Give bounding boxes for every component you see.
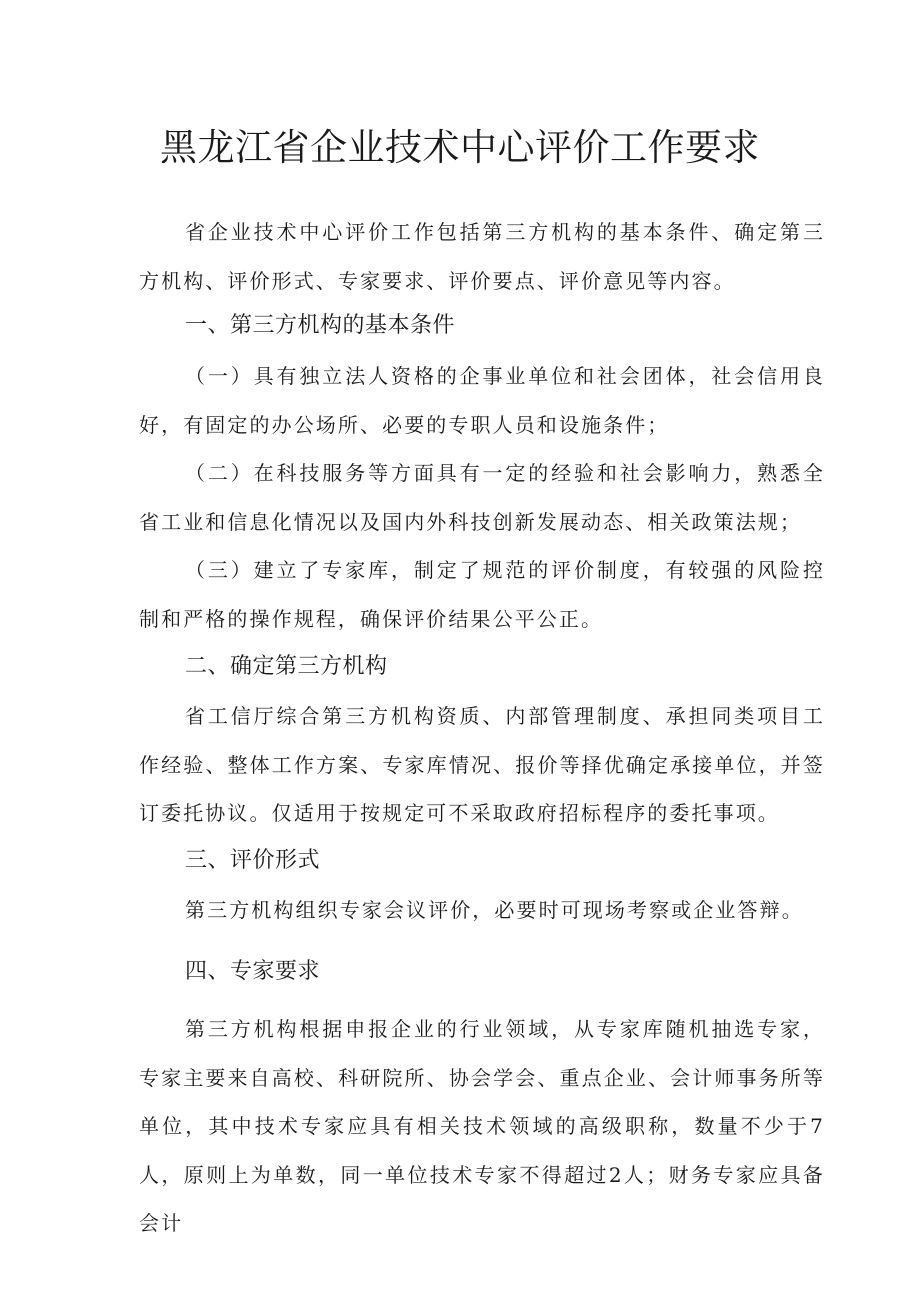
document-title: 黑龙江省企业技术中心评价工作要求 [160,126,760,169]
section-1-paragraph-1: （一）具有独立法人资格的企事业单位和社会团体，社会信用良好，有固定的办公场所、必要的专职人员和设施条件； [139,364,825,437]
section-heading-3: 三、评价形式 [185,848,321,873]
section-2-paragraph-1: 省工信厅综合第三方机构资质、内部管理制度、承担同类项目工作经验、整体工作方案、专家库情况、报价等择优确定承接单位，并签订委托协议。仅适用于按规定可不采取政府招标程序的委托事项。 [139,704,825,825]
section-3-paragraph-1: 第三方机构组织专家会议评价，必要时可现场考察或企业答辩。 [185,898,804,922]
intro-paragraph: 省企业技术中心评价工作包括第三方机构的基本条件、确定第三方机构、评价形式、专家要求、评价要点、评价意见等内容。 [139,220,825,293]
section-4-paragraph-1: 第三方机构根据申报企业的行业领域，从专家库随机抽选专家，专家主要来自高校、科研院所、协会学会、重点企业、会计师事务所等单位，其中技术专家应具有相关技术领域的高级职称，数量不少于7人，原则上为单数，同一单位技术专家不得超过2人；财务专家应具备会计 [139,1017,825,1235]
section-heading-4: 四、专家要求 [185,959,321,984]
section-1-paragraph-3: （三）建立了专家库，制定了规范的评价制度，有较强的风险控制和严格的操作规程，确保评价结果公平公正。 [139,558,825,631]
section-heading-2: 二、确定第三方机构 [185,654,388,679]
section-heading-1: 一、第三方机构的基本条件 [185,313,456,338]
section-1-paragraph-2: （二）在科技服务等方面具有一定的经验和社会影响力，熟悉全省工业和信息化情况以及国内外科技创新发展动态、相关政策法规； [139,461,825,534]
